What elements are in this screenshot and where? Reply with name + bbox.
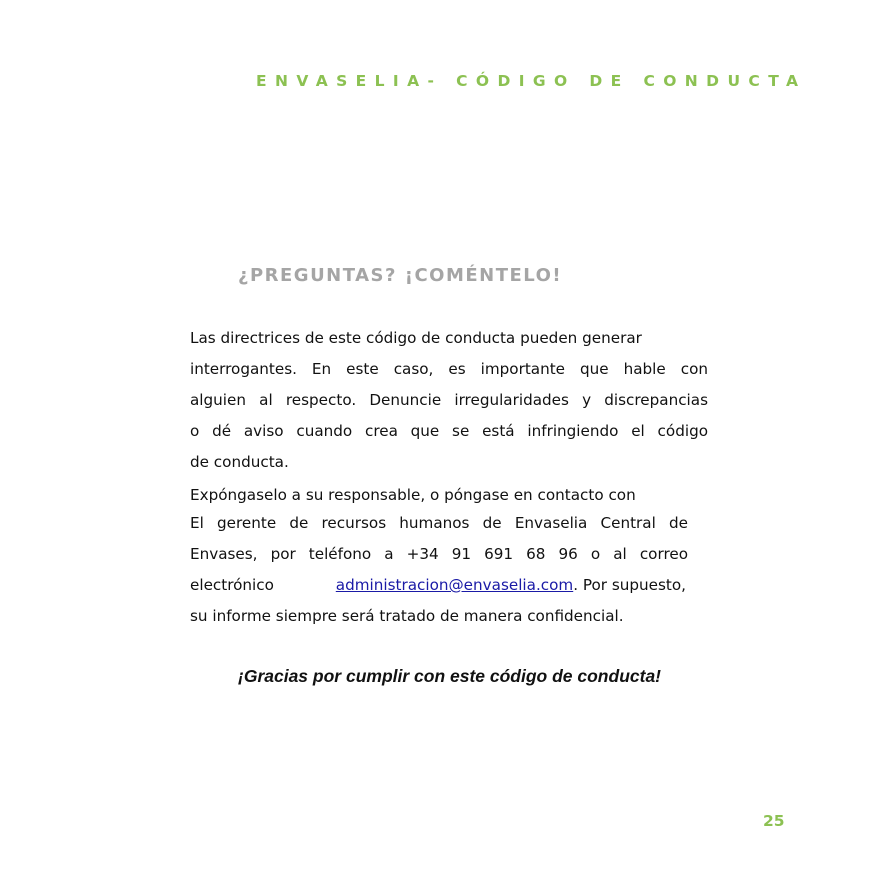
email-link[interactable]: administracion@envaselia.com (335, 576, 574, 594)
email-suffix-text: . Por supuesto, (573, 576, 686, 594)
page-number: 25 (763, 812, 785, 830)
paragraph-2-line-5: su informe siempre será tratado de manera confidencial. (190, 607, 624, 625)
section-heading: ¿PREGUNTAS? ¡COMÉNTELO! (238, 265, 563, 286)
paragraph-text: Las directrices de este código de conducta pueden generar (190, 329, 642, 347)
paragraph-2-line-1: Expóngaselo a su responsable, o póngase en contacto con (190, 486, 636, 504)
paragraph-1-line-2: interrogantes. En este caso, es importante que hable con (190, 360, 708, 378)
document-header-title: ENVASELIA- CÓDIGO DE CONDUCTA (256, 72, 807, 90)
paragraph-2-line-4 (190, 576, 686, 594)
email-prefix-text: electrónico (190, 576, 274, 594)
paragraph-2-line-2: El gerente de recursos humanos de Envaselia Central de (190, 514, 688, 532)
paragraph-2-line-3: Envases, por teléfono a +34 91 691 68 96 o al correo (190, 545, 688, 563)
paragraph-1-line-4: o dé aviso cuando crea que se está infringiendo el código (190, 422, 708, 440)
closing-message: ¡Gracias por cumplir con este código de conducta! (238, 666, 661, 686)
paragraph-1-line-5: de conducta. (190, 453, 289, 471)
paragraph-1-line-3: alguien al respecto. Denuncie irregularidades y discrepancias (190, 391, 708, 409)
paragraph-1-line-1 (190, 329, 708, 347)
